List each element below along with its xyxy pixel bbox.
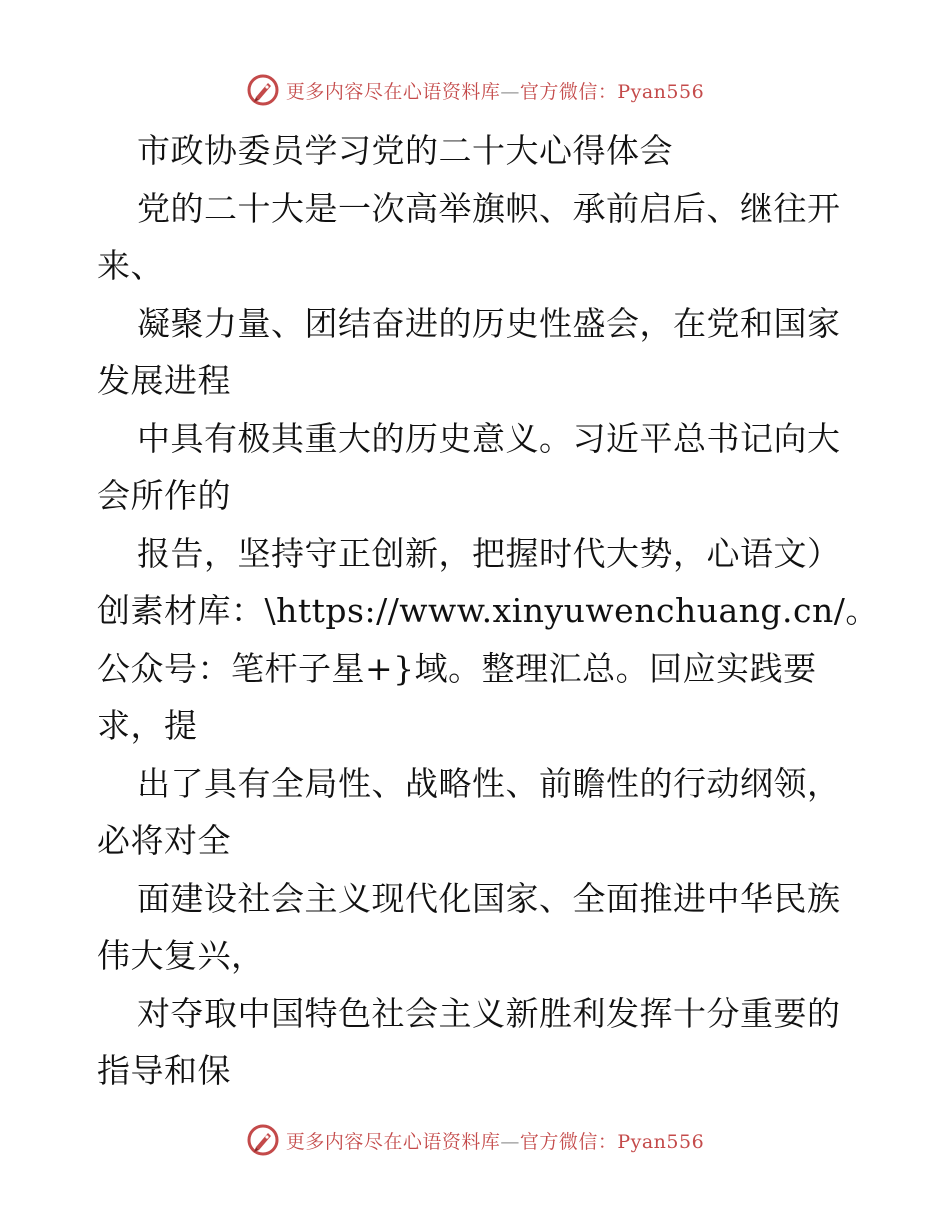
paragraph-line: 报告，坚持守正创新，把握时代大势，心语文）	[137, 533, 841, 573]
header-watermark	[0, 70, 950, 110]
paragraph-line: 必将对全	[97, 821, 231, 860]
fountain-pen-logo-icon	[246, 1123, 280, 1157]
paragraph-line: 指导和保	[97, 1051, 231, 1090]
paragraph-line-url: 创素材库：\https://www.xinyuwenchuang.cn/。	[97, 591, 879, 630]
watermark-text	[286, 77, 704, 104]
paragraph-line: 对夺取中国特色社会主义新胜利发挥十分重要的	[137, 993, 841, 1033]
paragraph-line: 来、	[97, 246, 164, 285]
paragraph-line: 会所作的	[97, 476, 231, 515]
watermark-text	[286, 1127, 704, 1154]
watermark-wechat-text: 官方微信：Pyan556	[519, 1130, 705, 1153]
watermark-wechat-text: 官方微信：Pyan556	[519, 80, 705, 103]
paragraph-line: 求，提	[97, 706, 198, 745]
paragraph-line: 党的二十大是一次高举旗帜、承前启后、继往开	[137, 188, 841, 228]
paragraph-line: 公众号：笔杆子星+}域。整理汇总。回应实践要	[97, 648, 817, 688]
document-title: 市政协委员学习党的二十大心得体会	[137, 131, 673, 170]
paragraph-line: 出了具有全局性、战略性、前瞻性的行动纲领，	[137, 763, 841, 803]
paragraph-line: 面建设社会主义现代化国家、全面推进中华民族	[137, 878, 841, 918]
paragraph-line: 发展进程	[97, 361, 231, 400]
paragraph-line: 中具有极其重大的历史意义。习近平总书记向大	[137, 418, 841, 458]
paragraph-line: 凝聚力量、团结奋进的历史性盛会，在党和国家	[137, 303, 841, 343]
watermark-separator: —	[500, 80, 520, 103]
footer-watermark	[0, 1120, 950, 1160]
watermark-main-text: 更多内容尽在心语资料库	[285, 1130, 501, 1153]
paragraph-line: 伟大复兴，	[97, 936, 265, 975]
watermark-main-text: 更多内容尽在心语资料库	[285, 80, 501, 103]
document-body	[97, 122, 879, 1100]
fountain-pen-logo-icon	[246, 73, 280, 107]
watermark-separator: —	[500, 1130, 520, 1153]
